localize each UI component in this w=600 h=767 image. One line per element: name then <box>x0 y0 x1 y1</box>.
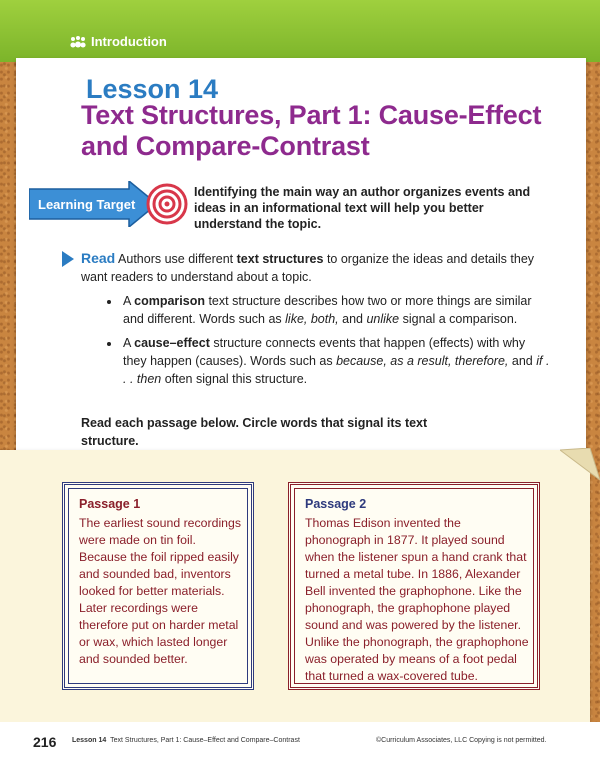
learning-target-label: Learning Target <box>38 197 136 212</box>
passage-1-box <box>62 482 254 690</box>
read-section <box>81 249 551 394</box>
passage-text: Thomas Edison invented the phonograph in 1877. It played sound when the listener spun a hand crank that turned a metal tube. In 1886, Alexander Bell invented the graphophone. Like the phonograph, the graphophone played sound and was powered by the listener. Unlike the phonograph, the graphophone was operated by means of a foot pedal that turned a wax-covered tube. <box>305 516 529 683</box>
lesson-number: Lesson 14 <box>86 74 219 104</box>
read-heading: Read <box>81 250 116 266</box>
footer-lesson: Lesson 14 Text Structures, Part 1: Cause–Effect and Compare–Contrast <box>72 737 300 744</box>
page-footer <box>0 722 600 767</box>
structure-list <box>81 292 551 388</box>
page-curl-corner <box>560 448 600 488</box>
top-banner <box>0 0 600 62</box>
passage-2-box <box>288 482 540 690</box>
passage-text: The earliest sound recordings were made on tin foil. Because the foil ripped easily and sounded bad, inventors looked for better materials. Later recordings were therefore put on harder metal or wax, which lasted longer and sounded better. <box>79 516 241 666</box>
section-label: Introduction <box>91 34 167 49</box>
play-triangle-icon <box>62 251 74 267</box>
read-intro-b: to organize the ideas and details they want readers to understand about a topic. <box>81 252 535 284</box>
page-number: 216 <box>33 734 57 750</box>
passage-title: Passage 2 <box>305 497 367 511</box>
paw-people-icon <box>70 36 86 48</box>
learning-target-text: Identifying the main way an author organizes events and ideas in an informational text will help you better understand the topic. <box>194 185 531 231</box>
read-intro-bold: text structures <box>236 252 324 266</box>
instruction-text: Read each passage below. Circle words that signal its text structure. <box>81 416 428 448</box>
footer-copyright: ©Curriculum Associates, LLC Copying is not permitted. <box>376 737 547 744</box>
list-item: • A cause–effect structure connects events that happen (effects) with why they happen (causes). Words such as because, as a result, therefore, and if . . . then often signal this structure. <box>121 334 551 388</box>
bullseye-icon <box>148 185 186 223</box>
read-intro-a: Authors use different <box>118 252 237 266</box>
passage-title: Passage 1 <box>79 497 141 511</box>
section-header <box>70 34 167 49</box>
list-item: • A comparison text structure describes how two or more things are similar and different. Words such as like, both, and unlike signal a comparison. <box>121 292 551 328</box>
lesson-title: Text Structures, Part 1: Cause-Effect and Compare-Contrast <box>81 100 542 161</box>
